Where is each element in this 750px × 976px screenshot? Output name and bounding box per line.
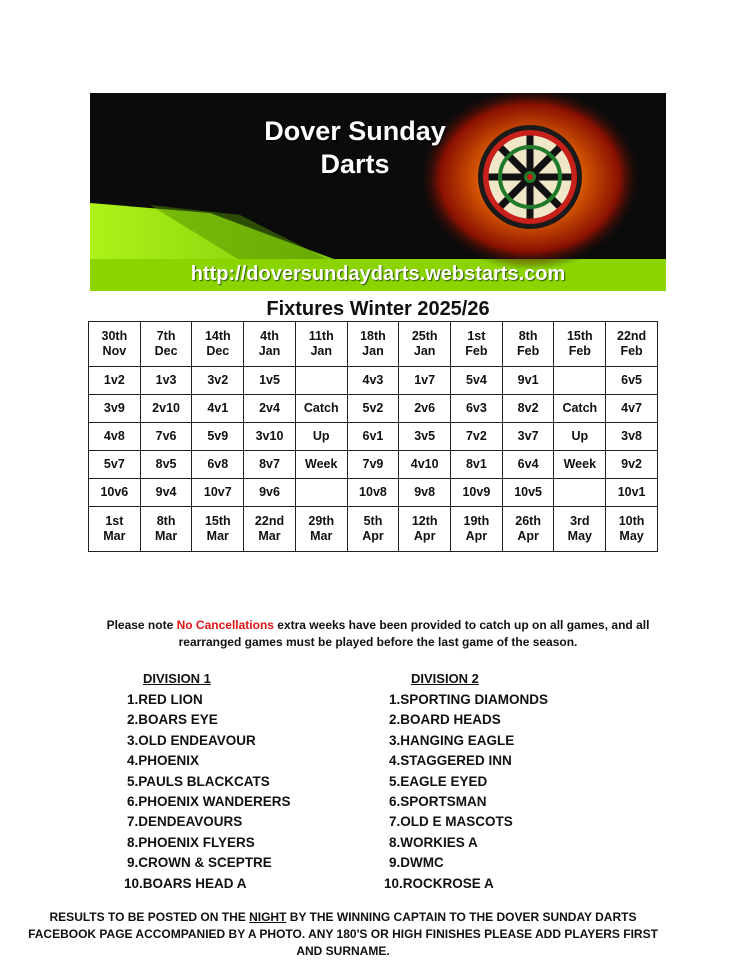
date-cell — [89, 322, 141, 367]
date-month: May — [567, 529, 592, 543]
team-list-item: 1.RED LION — [127, 692, 203, 707]
date-month: Apr — [413, 529, 436, 543]
date-day: 29th — [308, 514, 335, 528]
fixture-cell: 10v8 — [347, 479, 399, 507]
fixture-cell: 3v7 — [502, 423, 554, 451]
fixture-cell: 9v4 — [140, 479, 192, 507]
fixture-cell: 4v1 — [192, 395, 244, 423]
fixture-cell: Up — [554, 423, 606, 451]
date-cell — [502, 322, 554, 367]
date-month: Nov — [102, 344, 127, 358]
date-month: Feb — [516, 344, 540, 358]
fixture-row — [89, 479, 658, 507]
date-day: 11th — [308, 329, 334, 343]
fixture-cell: 6v8 — [192, 451, 244, 479]
fixture-cell: 10v6 — [89, 479, 141, 507]
date-month: Apr — [362, 529, 384, 543]
date-cell — [554, 322, 606, 367]
date-day: 15th — [204, 514, 231, 528]
fixture-cell: 2v4 — [244, 395, 296, 423]
date-month: Feb — [568, 344, 591, 358]
date-cell — [606, 322, 658, 367]
division-2-heading: DIVISION 2 — [411, 671, 479, 686]
fixture-row — [89, 395, 658, 423]
date-day: 10th — [618, 514, 645, 528]
fixture-cell: 10v1 — [606, 479, 658, 507]
date-cell — [192, 507, 244, 552]
date-cell — [140, 322, 192, 367]
team-list-item: 10.BOARS HEAD A — [124, 875, 247, 891]
fixture-row — [89, 367, 658, 395]
team-list-item: 10.ROCKROSE A — [384, 875, 494, 891]
fixtures-header-row — [89, 322, 658, 367]
footer-line1 — [0, 909, 686, 926]
team-list-item: 7.OLD E MASCOTS — [389, 814, 513, 830]
fixture-cell: 1v5 — [244, 367, 296, 395]
fixture-cell: 1v2 — [89, 367, 141, 395]
fixture-cell: 8v1 — [451, 451, 503, 479]
date-day: 5th — [363, 514, 383, 528]
team-list-item: 8.PHOENIX FLYERS — [127, 834, 255, 850]
fixture-cell — [295, 367, 347, 395]
date-month: Apr — [517, 529, 539, 543]
fixture-cell: 5v7 — [89, 451, 141, 479]
date-day: 18th — [360, 329, 386, 343]
fixtures-table — [88, 321, 658, 552]
date-cell — [244, 322, 296, 367]
header-banner — [90, 93, 666, 291]
date-month: May — [619, 529, 644, 543]
team-list-item: 3.OLD ENDEAVOUR — [127, 732, 256, 748]
date-month: Feb — [620, 344, 643, 358]
fixture-cell: 6v5 — [606, 367, 658, 395]
fixture-cell: 10v9 — [451, 479, 503, 507]
date-cell — [399, 322, 451, 367]
date-cell — [89, 507, 141, 552]
banner-title-line1: Dover Sunday — [264, 116, 446, 146]
footer-night: NIGHT — [249, 910, 287, 924]
fixture-cell: 5v2 — [347, 395, 399, 423]
date-day: 8th — [156, 514, 176, 528]
date-day: 15th — [566, 329, 593, 343]
fixture-cell: 5v4 — [451, 367, 503, 395]
team-list-item: 2.BOARS EYE — [127, 712, 218, 728]
date-cell — [451, 322, 503, 367]
date-cell — [347, 507, 399, 552]
fixture-cell: 4v7 — [606, 395, 658, 423]
date-day: 22nd — [254, 514, 285, 528]
team-list-item: 4.STAGGERED INN — [389, 753, 512, 769]
footer-line1-a: RESULTS TO BE POSTED ON THE — [49, 910, 250, 924]
fixture-cell: 7v9 — [347, 451, 399, 479]
division-1-heading: DIVISION 1 — [143, 671, 211, 686]
fixture-cell — [295, 479, 347, 507]
fixture-cell: 2v6 — [399, 395, 451, 423]
date-month: Feb — [465, 344, 488, 358]
date-cell — [606, 507, 658, 552]
date-cell — [295, 322, 347, 367]
fixture-cell: 9v6 — [244, 479, 296, 507]
fixtures-title: Fixtures Winter 2025/26 — [266, 298, 490, 320]
fixture-cell: 4v10 — [399, 451, 451, 479]
team-list-item: 4.PHOENIX — [127, 753, 200, 769]
date-day: 19th — [463, 514, 490, 528]
fixture-cell: 9v1 — [502, 367, 554, 395]
date-day: 4th — [260, 329, 279, 343]
fixture-cell: 3v5 — [399, 423, 451, 451]
fixture-cell: Up — [295, 423, 347, 451]
fixture-cell: 3v9 — [89, 395, 141, 423]
fixture-cell: 1v3 — [140, 367, 192, 395]
banner-title-line2: Darts — [320, 149, 390, 179]
footer-line3: AND SURNAME. — [296, 944, 390, 958]
fixture-cell: 8v7 — [244, 451, 296, 479]
date-cell — [295, 507, 347, 552]
banner-url: http://doversundaydarts.webstarts.com — [190, 263, 566, 285]
fixture-cell: 6v3 — [451, 395, 503, 423]
fixture-cell: 8v5 — [140, 451, 192, 479]
date-month: Jan — [362, 344, 384, 358]
fixture-cell: Catch — [554, 395, 606, 423]
team-list-item: 2.BOARD HEADS — [389, 712, 501, 728]
date-month: Mar — [310, 529, 333, 543]
date-day: 22nd — [617, 329, 647, 343]
fixture-cell: 10v5 — [502, 479, 554, 507]
fixture-cell: 7v2 — [451, 423, 503, 451]
fixture-cell: 9v8 — [399, 479, 451, 507]
date-month: Dec — [206, 344, 230, 358]
date-cell — [140, 507, 192, 552]
date-month: Jan — [413, 344, 436, 358]
date-month: Jan — [258, 344, 281, 358]
team-list-item: 5.EAGLE EYED — [389, 773, 488, 789]
date-day: 3rd — [570, 514, 590, 528]
fixture-cell: 4v8 — [89, 423, 141, 451]
fixture-cell — [554, 367, 606, 395]
fixture-cell: 3v10 — [244, 423, 296, 451]
note-line1 — [80, 617, 676, 634]
fixture-cell: 3v2 — [192, 367, 244, 395]
team-list-item: 7.DENDEAVOURS — [127, 814, 243, 830]
note-text-after: extra weeks have been provided to catch up on all games, and all — [273, 618, 650, 632]
no-cancellations-highlight: No Cancellations — [176, 618, 274, 632]
team-list-item: 3.HANGING EAGLE — [389, 732, 515, 748]
fixture-cell: 9v2 — [606, 451, 658, 479]
team-list-item: 6.PHOENIX WANDERERS — [127, 794, 291, 809]
footer-line2: FACEBOOK PAGE ACCOMPANIED BY A PHOTO. ANY 180'S OR HIGH FINISHES PLEASE ADD PLAYERS FIRST — [28, 927, 658, 941]
banner-title — [230, 115, 480, 181]
date-day: 7th — [156, 329, 176, 343]
team-list-item: 6.SPORTSMAN — [389, 794, 487, 809]
team-list-item: 9.DWMC — [389, 855, 444, 871]
fixture-cell: Catch — [295, 395, 347, 423]
team-list-item: 5.PAULS BLACKCATS — [127, 773, 270, 789]
team-list-item: 9.CROWN & SCEPTRE — [127, 855, 272, 871]
dartboard-icon — [478, 125, 582, 229]
date-day: 8th — [518, 329, 538, 343]
fixture-cell: 3v8 — [606, 423, 658, 451]
footer-line1-b: BY THE WINNING CAPTAIN TO THE DOVER SUNDAY DARTS — [286, 910, 637, 924]
fixture-row — [89, 423, 658, 451]
fixture-cell: Week — [554, 451, 606, 479]
fixture-cell: 2v10 — [140, 395, 192, 423]
date-month: Mar — [154, 529, 178, 543]
date-day: 12th — [411, 514, 438, 528]
fixtures-header-row — [89, 507, 658, 552]
results-footer — [0, 909, 686, 960]
date-cell — [244, 507, 296, 552]
date-cell — [399, 507, 451, 552]
date-cell — [347, 322, 399, 367]
fixture-cell: 1v7 — [399, 367, 451, 395]
date-month: Jan — [310, 344, 332, 358]
note-line2: rearranged games must be played before the last game of the season. — [178, 635, 578, 649]
date-day: 14th — [204, 329, 231, 343]
fixture-cell: 6v1 — [347, 423, 399, 451]
date-month: Apr — [465, 529, 488, 543]
team-list-item: 1.SPORTING DIAMONDS — [389, 692, 549, 707]
fixture-row — [89, 451, 658, 479]
fixture-cell: 10v7 — [192, 479, 244, 507]
date-day: 30th — [101, 329, 128, 343]
date-cell — [502, 507, 554, 552]
date-day: 1st — [467, 329, 486, 343]
date-month: Dec — [154, 344, 178, 358]
fixture-cell: 6v4 — [502, 451, 554, 479]
date-month: Mar — [258, 529, 281, 543]
date-cell — [554, 507, 606, 552]
date-month: Mar — [103, 529, 126, 543]
cancellation-note — [80, 617, 676, 651]
date-cell — [192, 322, 244, 367]
date-day: 26th — [515, 514, 541, 528]
fixture-cell: 8v2 — [502, 395, 554, 423]
date-day: 25th — [411, 329, 438, 343]
fixture-cell: 7v6 — [140, 423, 192, 451]
fixture-cell: 5v9 — [192, 423, 244, 451]
fixture-cell: Week — [295, 451, 347, 479]
date-cell — [451, 507, 503, 552]
fixture-cell: 4v3 — [347, 367, 399, 395]
note-text-before: Please note — [106, 618, 177, 632]
date-month: Mar — [206, 529, 229, 543]
fixture-cell — [554, 479, 606, 507]
date-day: 1st — [105, 514, 124, 528]
team-list-item: 8.WORKIES A — [389, 834, 478, 850]
